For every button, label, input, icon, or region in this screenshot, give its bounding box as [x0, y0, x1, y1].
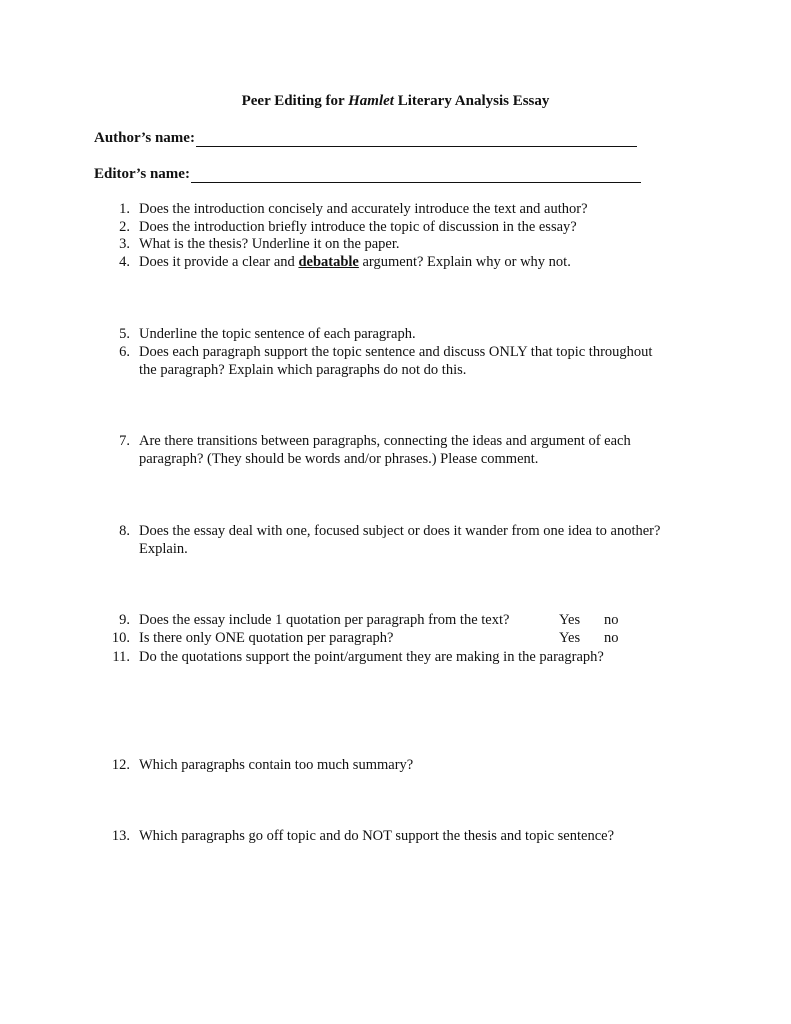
title-prefix: Peer Editing for: [241, 93, 349, 109]
question-text: Which paragraphs go off topic and do NOT support the thesis and topic sentence?: [139, 828, 615, 844]
question-number: 9.: [119, 612, 130, 628]
editor-name-label: Editor’s name:: [94, 166, 190, 182]
question-text: Do the quotations support the point/argument they are making in the paragraph?: [139, 649, 604, 665]
question-text: Does the essay include 1 quotation per paragraph from the text?: [139, 612, 510, 628]
editor-name-field: [94, 166, 641, 183]
no-option: no: [604, 630, 619, 646]
question-number: 13.: [111, 828, 130, 844]
title-suffix: Literary Analysis Essay: [393, 93, 550, 109]
question-text-pre: Does it provide a clear and: [139, 254, 299, 270]
question-text: Underline the topic sentence of each paragraph.: [139, 326, 416, 342]
author-name-blank: [196, 132, 637, 147]
question-text: [139, 433, 631, 468]
author-name-label: Author’s name:: [94, 130, 195, 146]
question-text: Is there only ONE quotation per paragraph?: [139, 630, 394, 646]
question-number: 8.: [119, 523, 130, 539]
question-text: [139, 254, 571, 272]
question-number: 4.: [119, 254, 130, 270]
question-number: 2.: [119, 219, 130, 235]
question-text: [139, 523, 660, 558]
question-number: 11.: [112, 649, 130, 665]
question-number: 7.: [119, 433, 130, 449]
question-number: 1.: [119, 201, 130, 217]
yes-option: Yes: [559, 612, 581, 628]
question-number: 10.: [111, 630, 130, 646]
question-text-line2: Explain.: [139, 540, 188, 557]
editor-name-blank: [191, 168, 641, 183]
question-number: 6.: [119, 344, 130, 360]
page-title: [0, 93, 791, 110]
question-text-line1: Are there transitions between paragraphs, connecting the ideas and argument of each: [139, 433, 631, 449]
question-text: Which paragraphs contain too much summary?: [139, 757, 414, 773]
question-number: 12.: [111, 757, 130, 773]
question-number: 5.: [119, 326, 130, 342]
yes-option: Yes: [559, 630, 581, 646]
question-text-post: argument? Explain why or why not.: [358, 254, 571, 270]
question-text: [139, 344, 652, 379]
emphasized-word: debatable: [298, 254, 359, 270]
title-italic-work: Hamlet: [348, 93, 394, 109]
no-option: no: [604, 612, 619, 628]
question-text-line2: the paragraph? Explain which paragraphs do not do this.: [139, 361, 467, 378]
question-text-line2: paragraph? (They should be words and/or phrases.) Please comment.: [139, 450, 539, 467]
author-name-field: [94, 130, 637, 147]
question-number: 3.: [119, 236, 130, 252]
question-text-line1: Does each paragraph support the topic sentence and discuss ONLY that topic throughout: [139, 344, 653, 360]
question-text: What is the thesis? Underline it on the paper.: [139, 236, 400, 252]
question-text: Does the introduction briefly introduce the topic of discussion in the essay?: [139, 219, 577, 235]
question-text: Does the introduction concisely and accurately introduce the text and author?: [139, 201, 588, 217]
question-text-line1: Does the essay deal with one, focused subject or does it wander from one idea to another?: [139, 523, 661, 539]
